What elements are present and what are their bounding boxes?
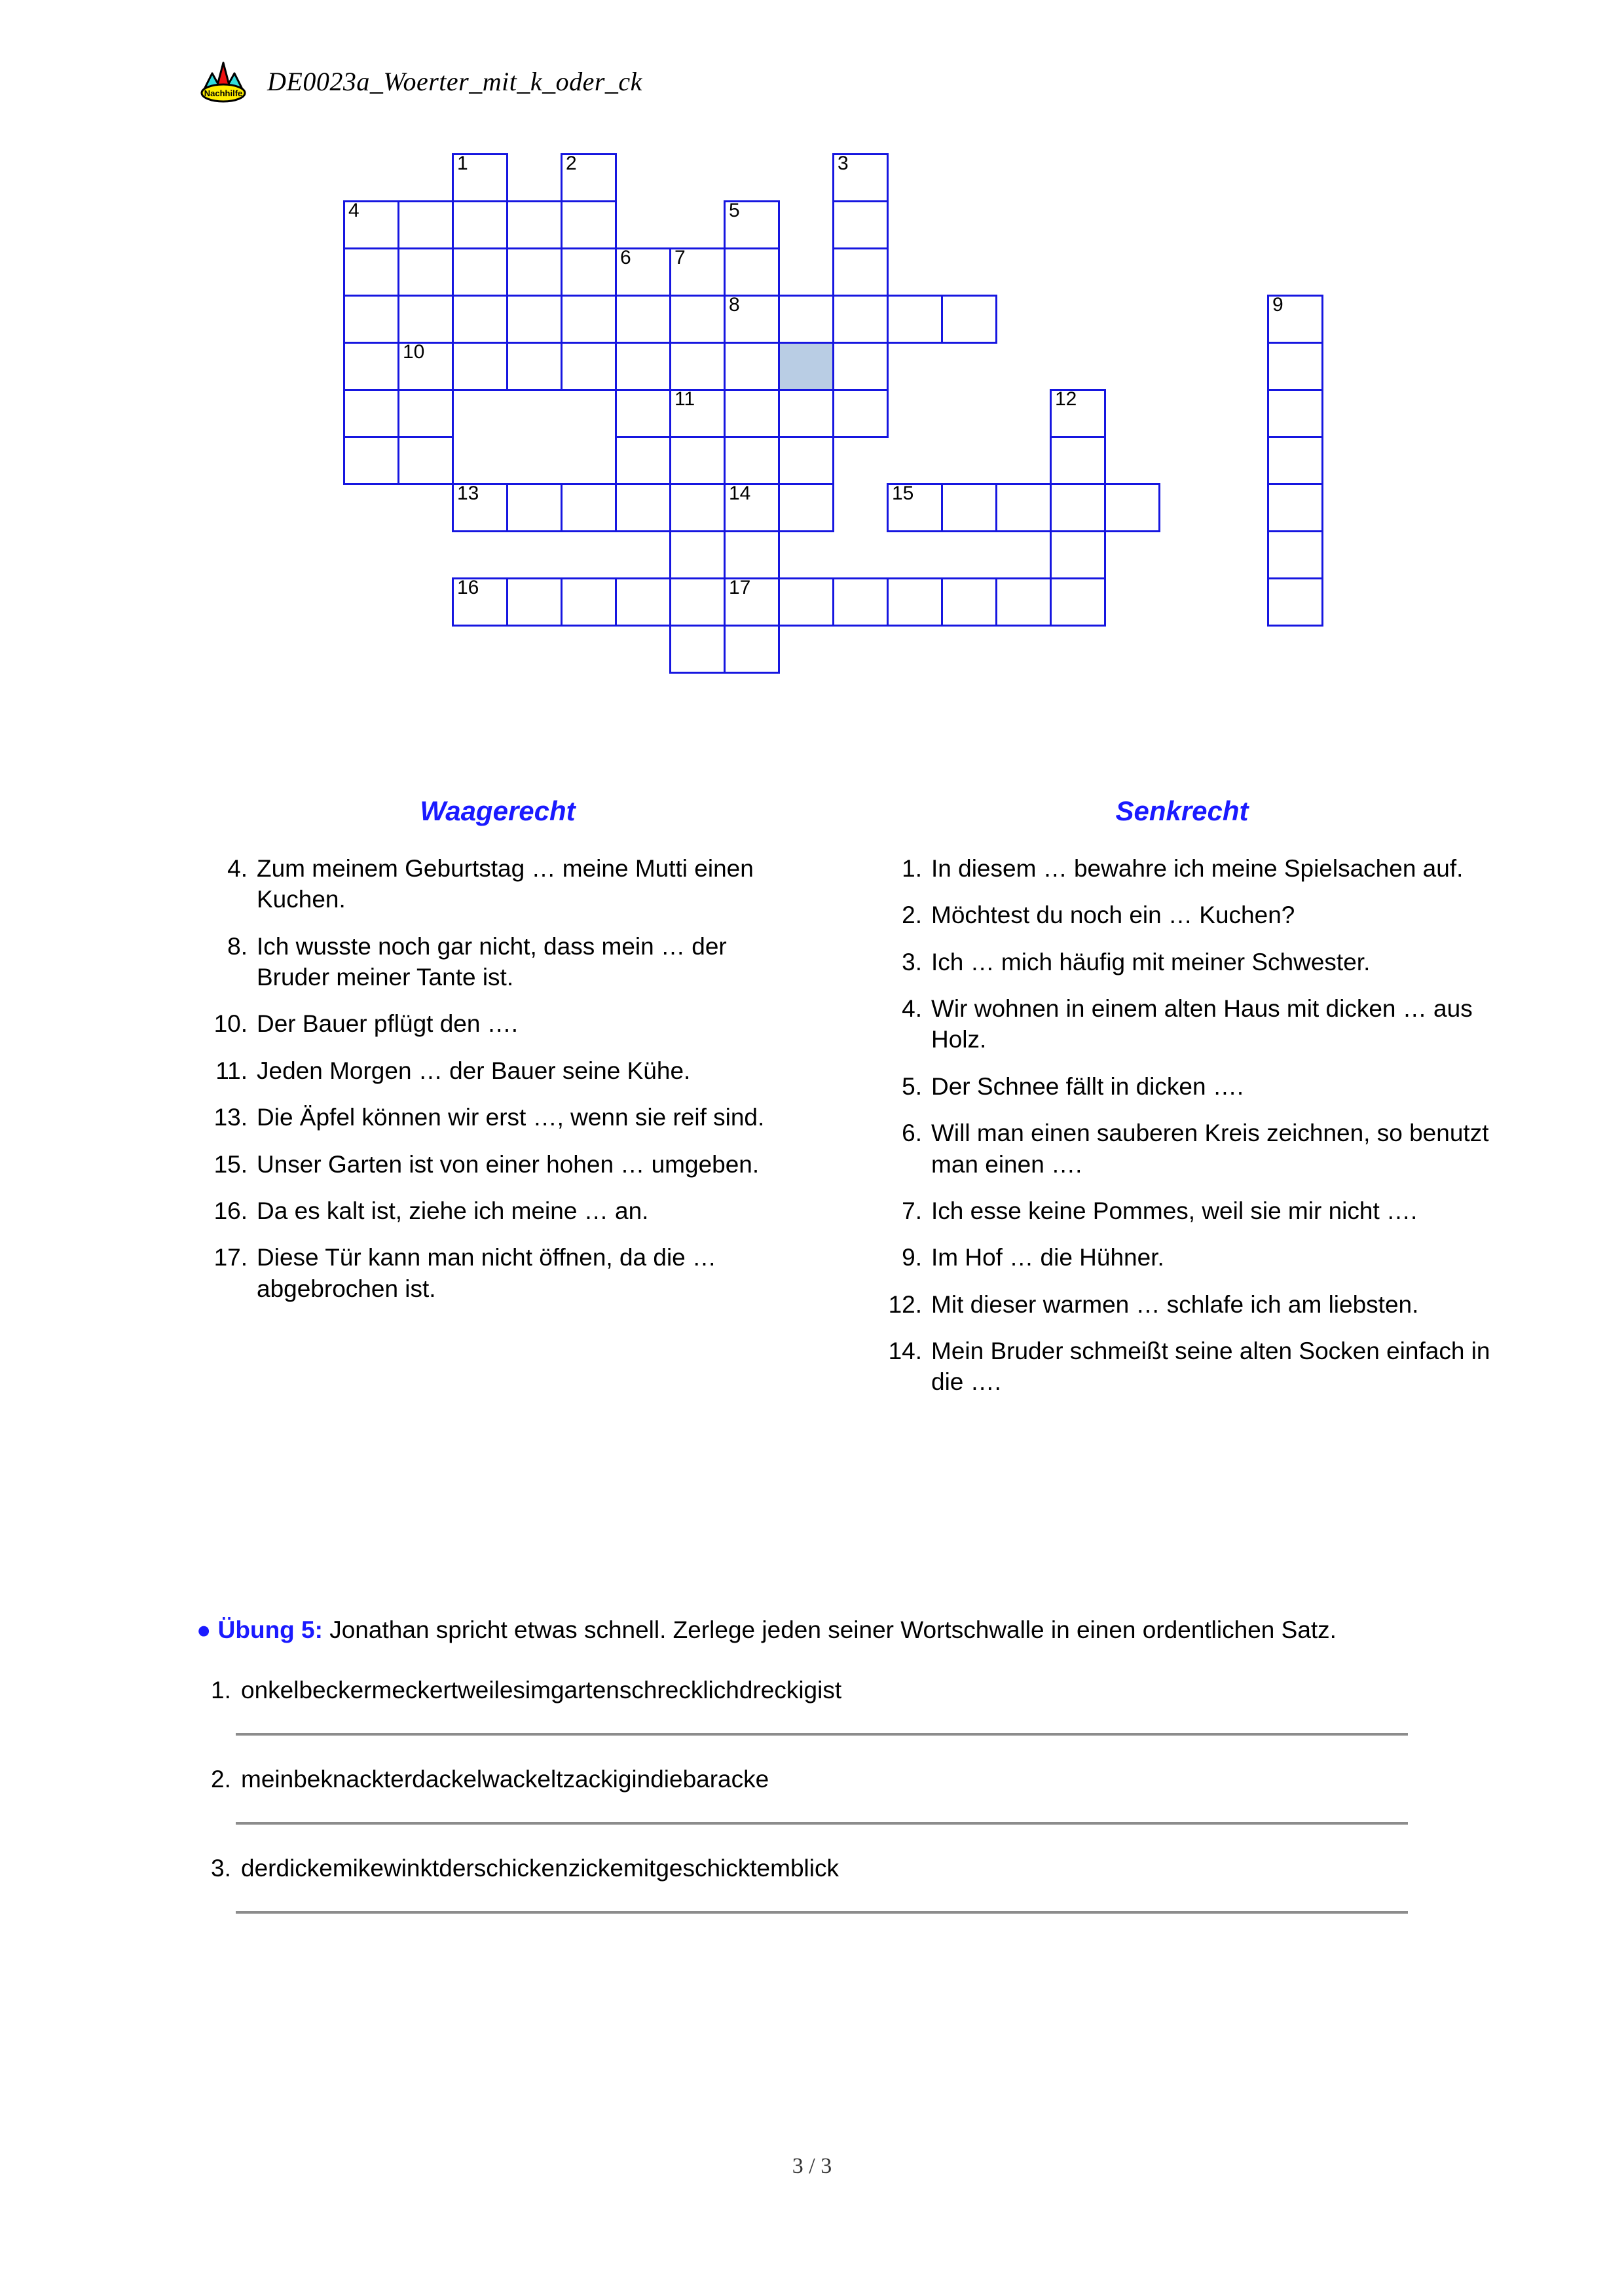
crossword-cell[interactable] [343, 342, 399, 391]
down-clue-number: 9. [902, 1244, 922, 1271]
crossword-grid[interactable] [0, 0, 1624, 759]
down-clue-text: In diesem … bewahre ich meine Spielsachen auf. [931, 855, 1464, 882]
crossword-cell[interactable] [832, 295, 889, 344]
down-clue-number: 7. [902, 1197, 922, 1224]
down-clue-number: 14. [888, 1337, 922, 1364]
exercise-item-number: 2. [211, 1765, 231, 1793]
across-clue-item [196, 1008, 799, 1039]
exercise-item-number: 1. [211, 1676, 231, 1704]
crossword-cell[interactable] [778, 342, 834, 391]
crossword-cell[interactable] [724, 483, 780, 532]
down-clue-text: Der Schnee fällt in dicken …. [931, 1072, 1244, 1100]
across-clue-item [196, 1102, 799, 1133]
crossword-cell[interactable] [724, 436, 780, 485]
crossword-cell[interactable] [778, 436, 834, 485]
exercise-item-text: derdickemikewinktderschickenzickemitgeschicktemblick [241, 1854, 839, 1882]
document-title: DE0023a_Woerter_mit_k_oder_ck [267, 66, 642, 96]
crossword-cell[interactable] [615, 247, 671, 297]
crossword-cell[interactable] [615, 295, 671, 344]
across-clues-column [196, 795, 799, 1320]
across-clue-text: Diese Tür kann man nicht öffnen, da die … abgebrochen ist. [257, 1244, 717, 1302]
across-clue-item [196, 1149, 799, 1180]
crossword-cell-number: 16 [457, 577, 479, 598]
across-clue-text: Jeden Morgen … der Bauer seine Kühe. [257, 1057, 691, 1084]
crossword-cell[interactable] [1050, 389, 1106, 438]
down-clue-item [871, 1071, 1493, 1102]
down-clue-item [871, 1336, 1493, 1398]
exercise-item-text: onkelbeckermeckertweilesimgartenschrecklichdreckigist [241, 1676, 842, 1704]
down-clue-number: 6. [902, 1120, 922, 1147]
across-clue-item [196, 853, 799, 915]
down-clue-item [871, 1289, 1493, 1320]
across-clue-text: Zum meinem Geburtstag … meine Mutti einen Kuchen. [257, 855, 754, 913]
svg-text:Nachhilfe: Nachhilfe [204, 88, 243, 98]
across-clue-text: Die Äpfel können wir erst …, wenn sie reif sind. [257, 1104, 765, 1131]
down-clue-item [871, 853, 1493, 884]
answer-writing-line[interactable] [236, 1822, 1408, 1825]
crossword-cell-number: 15 [892, 483, 914, 504]
crossword-cell[interactable] [506, 247, 563, 297]
crossword-cell[interactable] [1104, 483, 1160, 532]
crossword-cell[interactable] [1267, 436, 1323, 485]
crossword-cell[interactable] [615, 577, 671, 627]
crossword-cell[interactable] [1267, 483, 1323, 532]
down-clue-number: 5. [902, 1072, 922, 1100]
down-clue-text: Will man einen sauberen Kreis zeichnen, so benutzt man einen …. [931, 1120, 1489, 1178]
crossword-cell[interactable] [343, 389, 399, 438]
crossword-cell[interactable] [669, 436, 726, 485]
exercise-instruction [196, 1614, 1434, 1647]
down-clue-number: 1. [902, 855, 922, 882]
across-clue-number: 11. [215, 1057, 248, 1084]
down-clue-item [871, 947, 1493, 977]
crossword-cell-number: 9 [1272, 294, 1283, 316]
exercise-item [196, 1677, 1434, 1736]
crossword-cell[interactable] [669, 295, 726, 344]
crossword-cell[interactable] [1267, 295, 1323, 344]
crossword-cell[interactable] [832, 577, 889, 627]
crossword-cell[interactable] [669, 247, 726, 297]
crossword-cell[interactable] [832, 342, 889, 391]
crossword-cell[interactable] [724, 247, 780, 297]
crossword-cell[interactable] [561, 247, 617, 297]
crossword-cell[interactable] [1267, 389, 1323, 438]
crossword-cell[interactable] [669, 342, 726, 391]
crossword-cell[interactable] [343, 247, 399, 297]
down-clue-text: Ich esse keine Pommes, weil sie mir nicht …. [931, 1197, 1418, 1224]
crossword-cell[interactable] [887, 483, 943, 532]
crossword-cell[interactable] [887, 295, 943, 344]
down-clue-number: 3. [902, 948, 922, 975]
answer-writing-line[interactable] [236, 1733, 1408, 1736]
down-clue-item [871, 900, 1493, 930]
exercise-item [196, 1766, 1434, 1825]
crossword-cell[interactable] [506, 342, 563, 391]
crossword-cell[interactable] [561, 295, 617, 344]
down-clue-text: Möchtest du noch ein … Kuchen? [931, 902, 1295, 929]
crossword-cell[interactable] [343, 200, 399, 249]
crossword-cell-number: 4 [348, 200, 360, 221]
crossword-cell[interactable] [561, 483, 617, 532]
crossword-cell[interactable] [1050, 530, 1106, 579]
exercise-items [196, 1677, 1434, 1914]
crossword-cell[interactable] [615, 342, 671, 391]
down-clue-number: 12. [888, 1290, 922, 1318]
across-clue-item [196, 931, 799, 993]
crossword-cell[interactable] [615, 436, 671, 485]
crossword-cell[interactable] [561, 200, 617, 249]
crossword-cell-number: 10 [403, 341, 425, 363]
crossword-cell[interactable] [1050, 436, 1106, 485]
across-clue-item [196, 1242, 799, 1304]
crossword-cell[interactable] [506, 577, 563, 627]
crossword-cell[interactable] [832, 153, 889, 202]
crossword-cell[interactable] [452, 342, 508, 391]
crossword-cell-number: 12 [1055, 388, 1077, 410]
crossword-cell[interactable] [669, 530, 726, 579]
crossword-cell[interactable] [941, 295, 997, 344]
exercise-section [196, 1614, 1434, 1914]
crossword-cell[interactable] [1050, 483, 1106, 532]
down-clue-text: Mit dieser warmen … schlafe ich am liebsten. [931, 1290, 1419, 1318]
crossword-cell[interactable] [669, 389, 726, 438]
crossword-cell[interactable] [724, 200, 780, 249]
across-clue-number: 13. [213, 1104, 248, 1131]
crossword-cell[interactable] [669, 577, 726, 627]
crossword-cell[interactable] [1050, 577, 1106, 627]
crossword-cell[interactable] [832, 200, 889, 249]
down-clue-item [871, 1195, 1493, 1226]
crossword-cell[interactable] [343, 295, 399, 344]
exercise-label: Übung 5: [217, 1616, 323, 1643]
crossword-cell[interactable] [397, 342, 454, 391]
across-clue-number: 4. [227, 855, 248, 882]
across-clue-item [196, 1195, 799, 1226]
down-clue-list [871, 853, 1493, 1398]
crossword-cell[interactable] [615, 483, 671, 532]
across-clue-number: 17. [213, 1244, 248, 1271]
crossword-cell[interactable] [1267, 342, 1323, 391]
crossword-cell[interactable] [343, 436, 399, 485]
down-heading: Senkrecht [1115, 795, 1249, 826]
crossword-cell[interactable] [724, 342, 780, 391]
crossword-cell-number: 7 [674, 247, 686, 268]
crossword-cell-number: 13 [457, 483, 479, 504]
crossword-cell[interactable] [397, 200, 454, 249]
down-clue-item [871, 993, 1493, 1055]
down-clue-text: Ich … mich häufig mit meiner Schwester. [931, 948, 1371, 975]
crossword-cell[interactable] [669, 625, 726, 674]
down-clues-column [871, 795, 1493, 1413]
down-clue-text: Im Hof … die Hühner. [931, 1244, 1164, 1271]
exercise-item-number: 3. [211, 1854, 231, 1882]
crossword-cell[interactable] [506, 483, 563, 532]
down-clue-item [871, 1118, 1493, 1180]
crossword-cell[interactable] [724, 389, 780, 438]
crossword-cell-number: 17 [729, 577, 751, 598]
page-number: 3 / 3 [792, 2154, 832, 2178]
crossword-cell[interactable] [452, 577, 508, 627]
crossword-cell[interactable] [832, 389, 889, 438]
crossword-cell[interactable] [941, 577, 997, 627]
exercise-item-line [196, 1855, 1434, 1882]
crossword-cell[interactable] [724, 625, 780, 674]
exercise-item [196, 1855, 1434, 1914]
crossword-cell-number: 1 [457, 153, 468, 174]
crossword-cell[interactable] [887, 577, 943, 627]
crossword-cell[interactable] [1267, 577, 1323, 627]
crossword-cell[interactable] [724, 295, 780, 344]
crossword-cell[interactable] [452, 483, 508, 532]
crossword-cell[interactable] [724, 530, 780, 579]
crossword-cell-number: 2 [566, 153, 577, 174]
crossword-cell-number: 5 [729, 200, 740, 221]
crossword-cell[interactable] [1267, 530, 1323, 579]
crossword-cell-number: 8 [729, 294, 740, 316]
crossword-cell-number: 11 [674, 388, 695, 410]
crossword-cell[interactable] [397, 247, 454, 297]
page-footer [0, 2154, 1624, 2179]
exercise-item-line [196, 1766, 1434, 1793]
crossword-cell[interactable] [615, 389, 671, 438]
down-clue-number: 2. [902, 902, 922, 929]
down-clue-number: 4. [902, 995, 922, 1023]
crossword-cell[interactable] [669, 483, 726, 532]
exercise-item-line [196, 1677, 1434, 1704]
across-clue-number: 16. [213, 1197, 248, 1224]
across-clue-text: Unser Garten ist von einer hohen … umgeben. [257, 1150, 760, 1178]
crossword-cell[interactable] [832, 247, 889, 297]
crossword-cell-number: 14 [729, 483, 751, 504]
crossword-cell[interactable] [778, 295, 834, 344]
across-heading: Waagerecht [420, 795, 576, 826]
crossword-cell[interactable] [452, 153, 508, 202]
crossword-cell[interactable] [452, 247, 508, 297]
crossword-cell[interactable] [941, 483, 997, 532]
crossword-cell[interactable] [995, 577, 1052, 627]
crossword-cell[interactable] [452, 200, 508, 249]
across-clue-text: Da es kalt ist, ziehe ich meine … an. [257, 1197, 649, 1224]
crossword-cell[interactable] [397, 389, 454, 438]
crossword-cell[interactable] [397, 436, 454, 485]
crossword-cell[interactable] [778, 483, 834, 532]
down-clue-item [871, 1242, 1493, 1273]
crossword-cell-number: 6 [620, 247, 631, 268]
across-clue-number: 15. [213, 1150, 248, 1178]
across-clue-number: 10. [213, 1010, 248, 1038]
across-clue-item [196, 1055, 799, 1086]
crossword-cell[interactable] [778, 577, 834, 627]
crossword-cell-number: 3 [838, 153, 849, 174]
bullet-icon: ● [196, 1616, 212, 1643]
crossword-cell[interactable] [452, 295, 508, 344]
across-clue-list [196, 853, 799, 1304]
down-clue-text: Mein Bruder schmeißt seine alten Socken einfach in die …. [931, 1337, 1490, 1396]
crossword-cell[interactable] [778, 389, 834, 438]
across-clue-number: 8. [227, 932, 248, 960]
crossword-cell[interactable] [995, 483, 1052, 532]
answer-writing-line[interactable] [236, 1911, 1408, 1914]
crossword-cell[interactable] [561, 577, 617, 627]
crossword-cell[interactable] [506, 200, 563, 249]
exercise-intro-text: Jonathan spricht etwas schnell. Zerlege jeden seiner Wortschwalle in einen ordentlichen Satz. [322, 1616, 1337, 1643]
across-clue-text: Ich wusste noch gar nicht, dass mein … der Bruder meiner Tante ist. [257, 932, 727, 991]
across-clue-text: Der Bauer pflügt den …. [257, 1010, 518, 1038]
exercise-item-text: meinbeknackterdackelwackeltzackigindiebaracke [241, 1765, 769, 1793]
crossword-cell[interactable] [724, 577, 780, 627]
crossword-cell[interactable] [561, 153, 617, 202]
down-clue-text: Wir wohnen in einem alten Haus mit dicken … aus Holz. [931, 995, 1473, 1053]
crossword-cell[interactable] [561, 342, 617, 391]
